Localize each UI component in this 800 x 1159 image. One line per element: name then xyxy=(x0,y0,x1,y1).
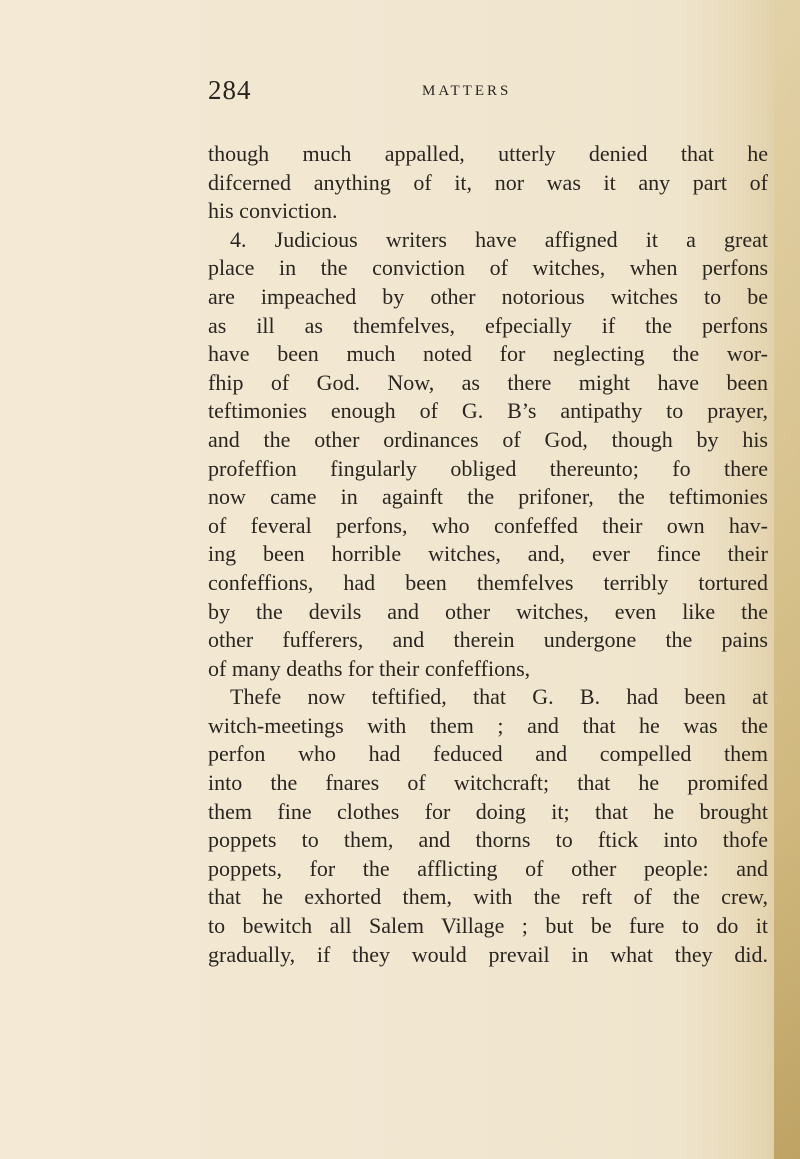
text-line: profeffion fingularly obliged thereunto; fo there xyxy=(208,455,768,481)
text-line: are impeached by other notorious witches to be xyxy=(208,283,768,309)
text-line: and the other ordinances of God, though by his xyxy=(208,426,768,452)
text-line: have been much noted for neglecting the wor- xyxy=(208,341,768,367)
text-line: by the devils and other witches, even like the xyxy=(208,598,768,624)
body-text xyxy=(208,140,768,969)
text-line: confeffions, had been themfelves terribly tortured xyxy=(208,569,768,595)
text-line: perfon who had feduced and compelled them xyxy=(208,741,768,767)
paragraph-start-line: 4. Judicious writers have affigned it a great xyxy=(230,226,768,252)
text-line: witch-meetings with them ; and that he was the xyxy=(208,712,768,738)
text-line: of feveral perfons, who confeffed their own hav- xyxy=(208,512,768,538)
text-line: now came in againft the prifoner, the teftimonies xyxy=(208,484,768,510)
text-line: that he exhorted them, with the reft of the crew, xyxy=(208,884,768,910)
running-head: MATTERS xyxy=(422,83,512,99)
text-line: to bewitch all Salem Village ; but be fure to do it xyxy=(208,913,768,939)
text-line: poppets to them, and thorns to ftick into thofe xyxy=(208,827,768,853)
text-line: of many deaths for their confeffions, xyxy=(208,655,531,681)
text-line: though much appalled, utterly denied that he xyxy=(208,141,768,166)
text-line: poppets, for the afflicting of other people: and xyxy=(208,855,768,881)
text-line: other fufferers, and therein undergone the pains xyxy=(208,627,768,653)
text-line: difcerned anything of it, nor was it any part of xyxy=(208,169,768,195)
text-line: fhip of God. Now, as there might have been xyxy=(208,369,768,395)
text-line: as ill as themfelves, efpecially if the perfons xyxy=(208,312,768,338)
text-line: gradually, if they would prevail in what they did. xyxy=(208,941,768,967)
page-edge-stain xyxy=(774,0,800,1159)
text-line: them fine clothes for doing it; that he brought xyxy=(208,798,768,824)
paragraph-start-line: Thefe now teftified, that G. B. had been at xyxy=(230,684,768,710)
text-line: place in the conviction of witches, when perfons xyxy=(208,255,768,281)
text-line: his conviction. xyxy=(208,198,338,224)
text-line: into the fnares of witchcraft; that he promifed xyxy=(208,770,768,796)
text-line: ing been horrible witches, and, ever fince their xyxy=(208,541,768,567)
page-number: 284 xyxy=(208,75,252,105)
page-header xyxy=(208,74,548,114)
text-line: teftimonies enough of G. B’s antipathy to prayer, xyxy=(208,398,768,424)
